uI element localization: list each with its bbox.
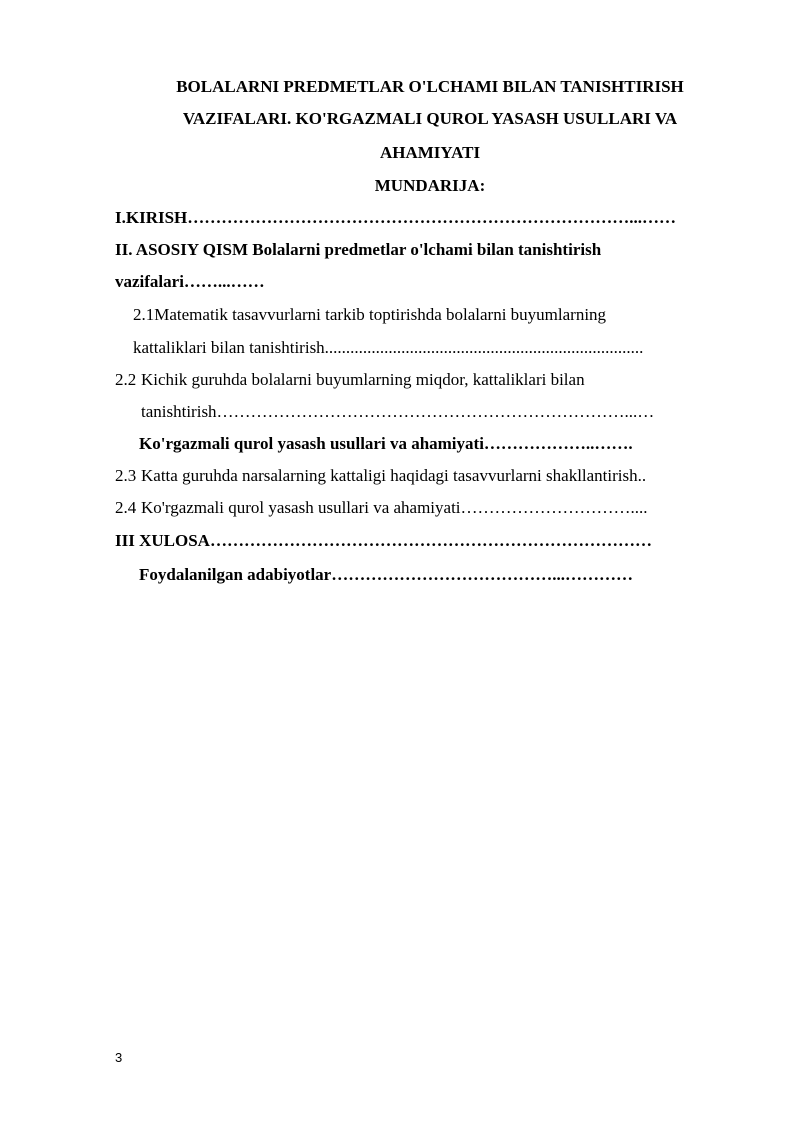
toc-item-2-1-line-1: 2.1Matematik tasavvurlarni tarkib toptirishda bolalarni buyumlarning xyxy=(133,305,607,324)
title-line-2: VAZIFALARI. KO'RGAZMALI QUROL YASASH USULLARI VA xyxy=(182,109,678,128)
toc-heading: MUNDARIJA: xyxy=(374,176,486,195)
page-number: 3 xyxy=(115,1050,123,1065)
toc-asosiy-line-1: II. ASOSIY QISM Bolalarni predmetlar o'lchami bilan tanishtirish xyxy=(115,240,602,259)
toc-asosiy-line-2: vazifalari……...…… xyxy=(115,272,265,291)
title-line-1: BOLALARNI PREDMETLAR O'LCHAMI BILAN TANISHTIRISH xyxy=(176,77,684,96)
toc-item-2-2-line-1: Kichik guruhda bolalarni buyumlarning miqdor, kattaliklari bilan xyxy=(141,370,585,389)
toc-item-2-4-text: Ko'rgazmali qurol yasash usullari va ahamiyati………………………….... xyxy=(141,498,648,517)
toc-korgazmali-heading: Ko'rgazmali qurol yasash usullari va ahamiyati………………..……. xyxy=(139,434,633,453)
toc-item-2-2-line-2: tanishtirish………………………………………………………………...… xyxy=(141,402,655,421)
toc-item-2-3-text: Katta guruhda narsalarning kattaligi haqidagi tasavvurlarni shakllantirish.. xyxy=(141,466,647,485)
toc-item-2-4-number: 2.4 xyxy=(115,498,137,517)
title-line-3: AHAMIYATI xyxy=(379,143,481,162)
toc-kirish: I.KIRISH……………………………………………………………………...…… xyxy=(115,208,677,227)
toc-item-2-3-number: 2.3 xyxy=(115,466,137,485)
toc-xulosa: III XULOSA…………………………………………………………………… xyxy=(115,531,652,550)
toc-adabiyotlar: Foydalanilgan adabiyotlar…………………………………...………… xyxy=(139,565,633,584)
toc-item-2-2-number: 2.2 xyxy=(115,370,137,389)
toc-item-2-1-line-2: kattaliklari bilan tanishtirish........................................................................... xyxy=(133,338,644,357)
